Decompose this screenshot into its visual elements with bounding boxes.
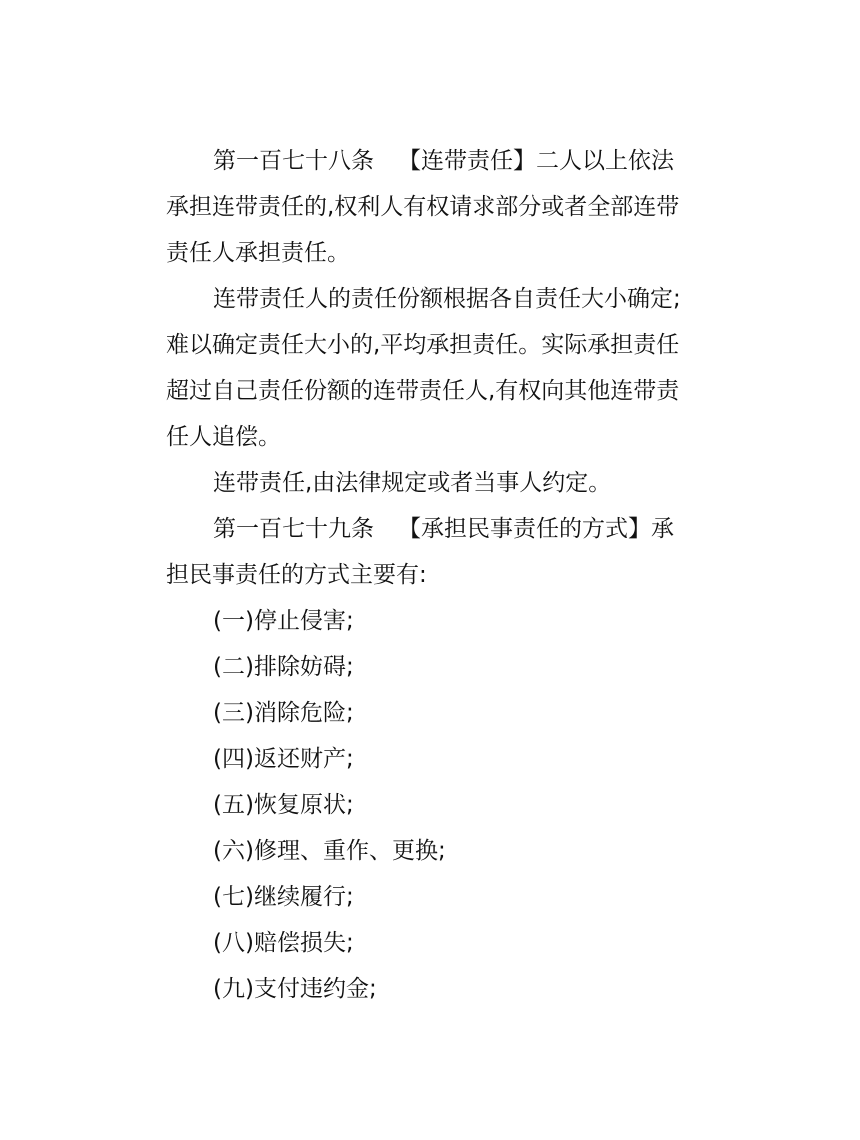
list-item: (六)修理、重作、更换; xyxy=(213,838,446,864)
list-item: (三)消除危险; xyxy=(213,700,354,726)
document-body xyxy=(166,138,696,1012)
list-item: (四)返还财产; xyxy=(213,746,354,772)
article-179-body: 承担民事责任的方式主要有: xyxy=(166,516,674,588)
list-item: (五)恢复原状; xyxy=(213,792,354,818)
list-item: (二)排除妨碍; xyxy=(213,654,354,680)
article-179-number: 第一百七十九条 xyxy=(213,516,374,542)
article-178-paragraph-1 xyxy=(166,138,696,276)
list-item: (八)赔偿损失; xyxy=(213,930,354,956)
list-item: (九)支付违约金; xyxy=(213,976,377,1002)
article-178-paragraph-2: 连带责任人的责任份额根据各自责任大小确定;难以确定责任大小的,平均承担责任。实际承担责任超过自己责任份额的连带责任人,有权向其他连带责任人追偿。 xyxy=(166,286,681,450)
article-178-paragraph-3: 连带责任,由法律规定或者当事人约定。 xyxy=(213,470,612,496)
article-179-title: 【承担民事责任的方式】 xyxy=(398,516,651,542)
list-item: (一)停止侵害; xyxy=(213,608,354,634)
list-item: (七)继续履行; xyxy=(213,884,354,910)
article-178-title: 【连带责任】 xyxy=(398,148,536,174)
article-178-number: 第一百七十八条 xyxy=(213,148,374,174)
article-179-paragraph-1 xyxy=(166,506,696,598)
article-178-body: 二人以上依法承担连带责任的,权利人有权请求部分或者全部连带责任人承担责任。 xyxy=(166,148,680,266)
